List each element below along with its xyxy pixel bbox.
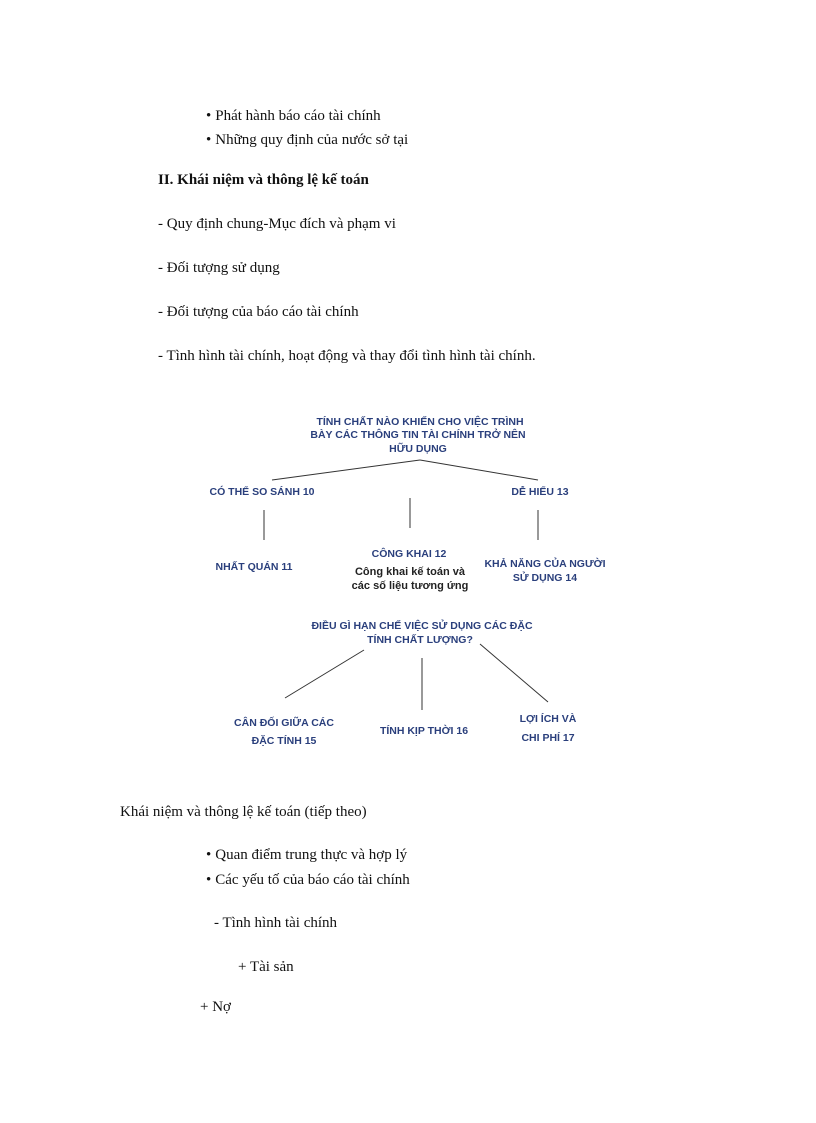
diagram-timeliness: TÍNH KỊP THỜI 16 (379, 725, 469, 737)
connector-line (480, 644, 548, 702)
dash-item: - Đối tượng sử dụng (158, 260, 280, 276)
dash-item: - Tình hình tài chính, hoạt động và thay đổi tình hình tài chính. (158, 348, 536, 364)
diagram-cost-benefit-line: LỢI ÍCH VÀ (519, 713, 577, 725)
diagram-user-ability-line: KHẢ NĂNG CỦA NGƯỜI (484, 558, 606, 570)
qualitative-characteristics-diagram (190, 400, 630, 760)
diagram-top-line: BÀY CÁC THÔNG TIN TÀI CHÍNH TRỞ NÊN (310, 429, 526, 441)
bullet-item: • Quan điểm trung thực và hợp lý (206, 847, 407, 864)
diagram-user-ability-line: SỬ DỤNG 14 (512, 572, 578, 584)
sub-item-liabilities: + Nợ (200, 999, 231, 1015)
diagram-top-line: TÍNH CHẤT NÀO KHIẾN CHO VIỆC TRÌNH (316, 416, 524, 428)
sub-item-assets: + Tài sản (238, 959, 294, 975)
dash-item: - Quy định chung-Mục đích và phạm vi (158, 216, 396, 232)
diagram-disclosure-line: Công khai kế toán và (354, 566, 466, 578)
connector-line (272, 460, 420, 480)
dash-item: - Đối tượng của báo cáo tài chính (158, 304, 359, 320)
sub-item-financial-position: - Tình hình tài chính (214, 915, 338, 931)
continued-heading: Khái niệm và thông lệ kế toán (tiếp theo) (120, 804, 367, 820)
section-heading: II. Khái niệm và thông lệ kế toán (158, 172, 369, 188)
diagram-disclosure-line: các số liệu tương ứng (351, 580, 469, 592)
diagram-constraint-line: ĐIỀU GÌ HẠN CHẾ VIỆC SỬ DỤNG CÁC ĐẶC (311, 620, 533, 632)
diagram-balance-line: CÂN ĐỐI GIỮA CÁC (234, 717, 334, 729)
bullet-item: • Những quy định của nước sở tại (206, 132, 408, 149)
diagram-comparable: CÓ THỂ SO SÁNH 10 (209, 486, 315, 498)
diagram-disclosure-title: CÔNG KHAI 12 (371, 548, 447, 560)
diagram-constraint-line: TÍNH CHẤT LƯỢNG? (367, 634, 473, 646)
diagram-top-line: HỮU DỤNG (389, 443, 447, 455)
diagram-understandable: DỄ HIỂU 13 (511, 486, 569, 498)
diagram-balance-line: ĐẶC TÍNH 15 (251, 735, 317, 747)
diagram-cost-benefit-line: CHI PHÍ 17 (521, 732, 575, 744)
connector-line (285, 650, 364, 698)
bullet-item: • Phát hành báo cáo tài chính (206, 108, 381, 125)
diagram-consistency: NHẤT QUÁN 11 (215, 561, 293, 573)
connector-line (420, 460, 538, 480)
bullet-item: • Các yếu tố của báo cáo tài chính (206, 872, 410, 889)
